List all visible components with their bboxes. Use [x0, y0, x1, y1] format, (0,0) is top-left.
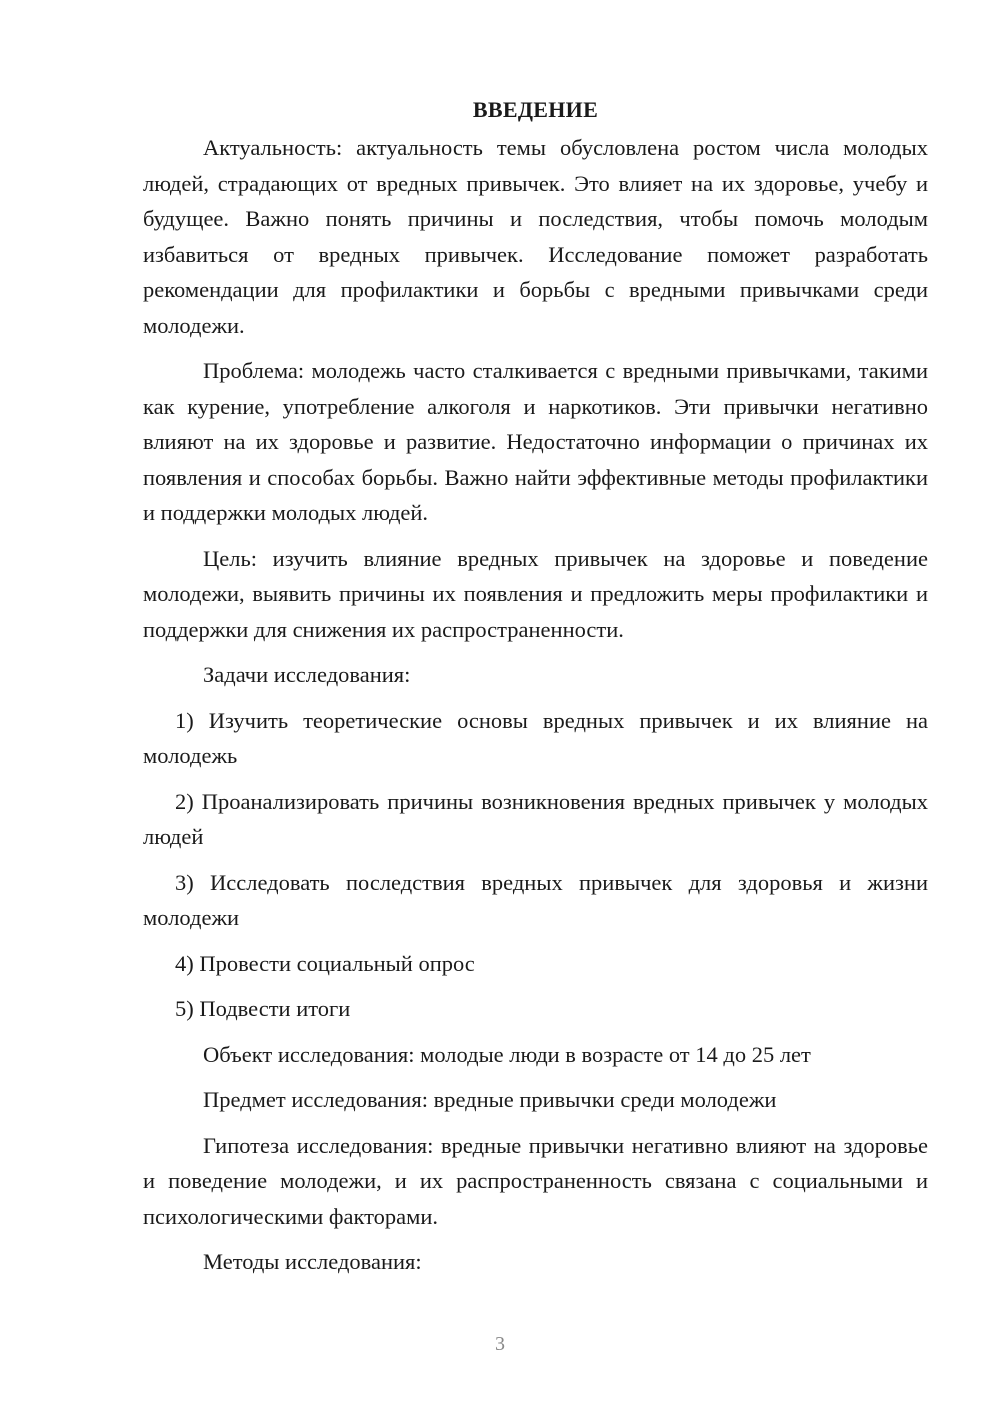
- paragraph-subject: Предмет исследования: вредные привычки среди молодежи: [203, 1087, 777, 1112]
- task-item-4: 4) Провести социальный опрос: [175, 950, 475, 976]
- task-item-5: 5) Подвести итоги: [175, 996, 351, 1021]
- paragraph-goal: Цель: изучить влияние вредных привычек на здоровье и поведение молодежи, выявить причины их появления и предложить меры профилактики и поддержки для снижения их распространенности.: [143, 545, 928, 642]
- document-page: [143, 92, 928, 1290]
- tasks-title: Задачи исследования:: [203, 662, 411, 687]
- paragraph-problem: Проблема: молодежь часто сталкивается с вредными привычками, такими как курение, употребление алкоголя и наркотиков. Эти привычки негативно влияют на их здоровье и развитие. Недостаточно информации о причинах их появления и способах борьбы. Важно найти эффективные методы профилактики и поддержки молодых людей.: [143, 358, 928, 525]
- task-item-1: 1) Изучить теоретические основы вредных привычек и их влияние на молодежь: [143, 707, 928, 768]
- paragraph-object: Объект исследования: молодые люди в возрасте от 14 до 25 лет: [203, 1041, 811, 1067]
- task-item-3: 3) Исследовать последствия вредных привычек для здоровья и жизни молодежи: [143, 869, 928, 930]
- paragraph-relevance: Актуальность: актуальность темы обусловлена ростом числа молодых людей, страдающих от вредных привычек. Это влияет на их здоровье, учебу и будущее. Важно понять причины и последствия, чтобы помочь молодым избавиться от вредных привычек. Исследование поможет разработать рекомендации для профилактики и борьбы с вредными привычками среди молодежи.: [143, 135, 928, 338]
- paragraph-hypothesis: Гипотеза исследования: вредные привычки негативно влияют на здоровье и поведение молодежи, и их распространенность связана с социальными и психологическими факторами.: [143, 1132, 928, 1229]
- section-heading: ВВЕДЕНИЕ: [472, 97, 599, 122]
- methods-title: Методы исследования:: [203, 1249, 422, 1274]
- task-item-2: 2) Проанализировать причины возникновения вредных привычек у молодых людей: [143, 788, 928, 849]
- page-number: 3: [495, 1333, 505, 1355]
